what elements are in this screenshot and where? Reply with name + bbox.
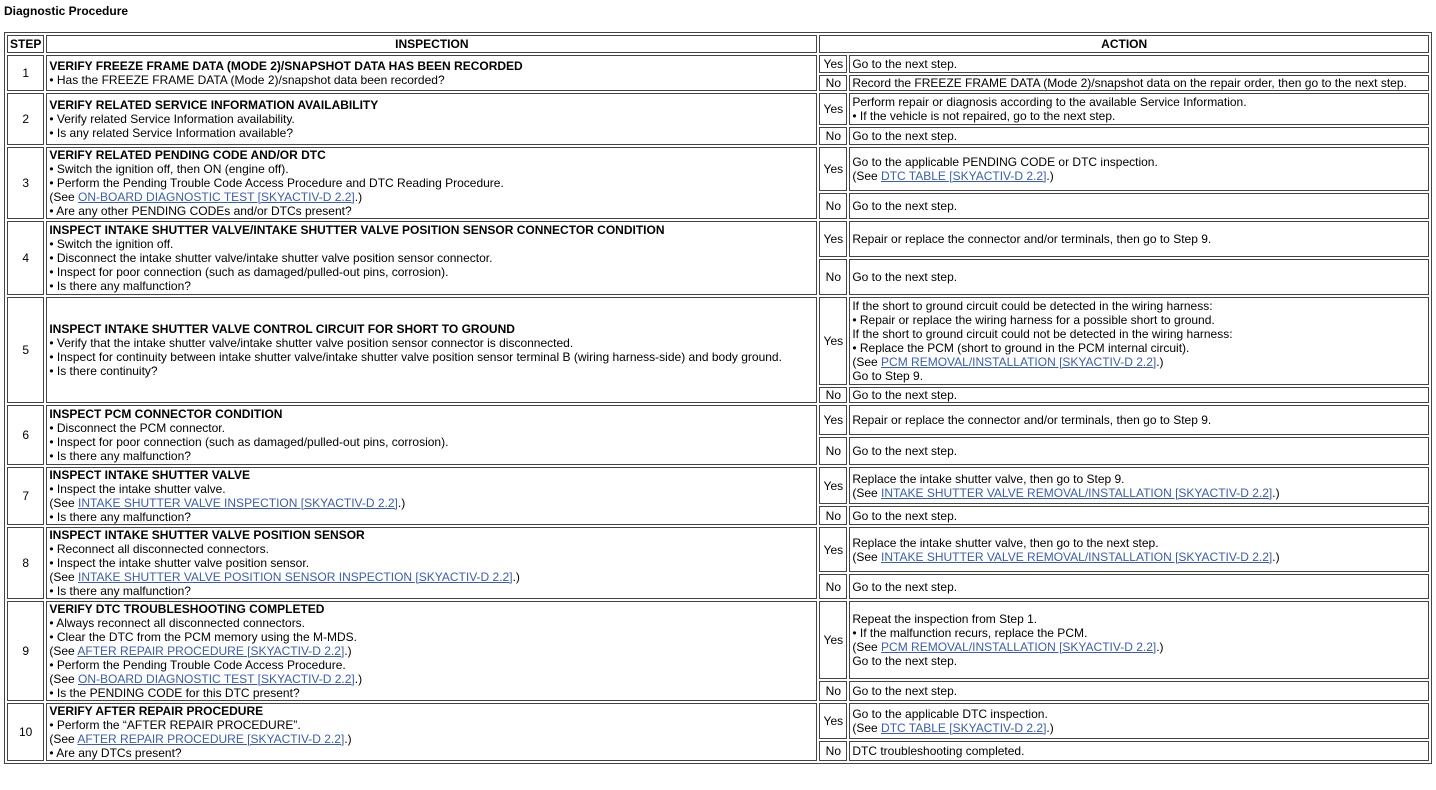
step-header: STEP (7, 35, 44, 53)
no-label: No (819, 75, 847, 91)
inspection-heading: VERIFY RELATED PENDING CODE AND/OR DTC (49, 148, 326, 162)
page-title: Diagnostic Procedure (4, 4, 129, 18)
inspection-line: • Switch the ignition off, then ON (engine off). (49, 162, 289, 176)
yes-label: Yes (819, 601, 847, 679)
step-number: 5 (7, 297, 44, 403)
yes-label: Yes (819, 297, 847, 385)
no-label: No (819, 437, 847, 465)
step-row-8-yes (7, 527, 1429, 572)
yes-label: Yes (819, 55, 847, 73)
inspection-cell (46, 147, 817, 219)
yes-label: Yes (819, 147, 847, 191)
reference-link[interactable]: AFTER REPAIR PROCEDURE [SKYACTIV-D 2.2] (77, 644, 345, 658)
action-line: Go to the applicable DTC inspection. (852, 707, 1048, 721)
inspection-line: • Has the FREEZE FRAME DATA (Mode 2)/snapshot data been recorded? (49, 73, 445, 87)
no-label: No (819, 574, 847, 599)
reference-link[interactable]: INTAKE SHUTTER VALVE REMOVAL/INSTALLATION [SKYACTIV-D 2.2] (881, 549, 1273, 564)
inspection-line: (See ON-BOARD DIAGNOSTIC TEST [SKYACTIV-D 2.2].) (49, 190, 363, 204)
action-line: Go to Step 9. (852, 369, 924, 383)
inspection-line: • Is any related Service Information available? (49, 126, 294, 140)
inspection-cell (46, 297, 817, 403)
step-number: 8 (7, 527, 44, 599)
inspection-line: • Inspect for continuity between intake shutter valve/intake shutter valve position sensor terminal B (wiring harness-side) and body ground. (49, 350, 782, 364)
action-cell (849, 75, 1429, 91)
yes-label: Yes (819, 527, 847, 572)
action-cell (849, 601, 1429, 679)
action-line: Go to the next step. (852, 388, 958, 402)
action-line: Repeat the inspection from Step 1. (852, 611, 1038, 626)
yes-label: Yes (819, 405, 847, 435)
inspection-heading: INSPECT INTAKE SHUTTER VALVE/INTAKE SHUTTER VALVE POSITION SENSOR CONNECTOR CONDITION (49, 223, 665, 237)
no-label: No (819, 259, 847, 295)
action-line: (See PCM REMOVAL/INSTALLATION [SKYACTIV-D 2.2].) (852, 355, 1164, 369)
inspection-cell (46, 405, 817, 465)
action-cell (849, 467, 1429, 504)
action-line: Go to the next step. (852, 57, 958, 71)
inspection-line: • Inspect the intake shutter valve position sensor. (49, 556, 310, 570)
action-line: Replace the intake shutter valve, then go to the next step. (852, 535, 1159, 550)
action-cell (849, 506, 1429, 525)
step-row-2-yes (7, 93, 1429, 125)
inspection-cell (46, 93, 817, 145)
inspection-cell (46, 703, 817, 761)
step-row-10-yes (7, 703, 1429, 739)
step-number: 4 (7, 221, 44, 295)
action-line: • Replace the PCM (short to ground in the PCM internal circuit). (852, 341, 1190, 355)
action-line: • If the vehicle is not repaired, go to the next step. (852, 109, 1116, 123)
no-label: No (819, 193, 847, 219)
action-line: • If the malfunction recurs, replace the PCM. (852, 625, 1088, 640)
inspection-line: (See INTAKE SHUTTER VALVE POSITION SENSOR INSPECTION [SKYACTIV-D 2.2].) (49, 570, 520, 584)
action-cell (849, 221, 1429, 257)
inspection-line: (See ON-BOARD DIAGNOSTIC TEST [SKYACTIV-D 2.2].) (49, 672, 363, 686)
action-line: Go to the next step. (852, 129, 958, 143)
inspection-cell (46, 467, 817, 525)
action-cell (849, 387, 1429, 403)
reference-link[interactable]: PCM REMOVAL/INSTALLATION [SKYACTIV-D 2.2] (881, 355, 1157, 369)
inspection-line: • Is the PENDING CODE for this DTC present? (49, 686, 300, 700)
inspection-heading: VERIFY FREEZE FRAME DATA (MODE 2)/SNAPSHOT DATA HAS BEEN RECORDED (49, 59, 523, 73)
reference-link[interactable]: PCM REMOVAL/INSTALLATION [SKYACTIV-D 2.2] (881, 639, 1157, 654)
inspection-heading: INSPECT PCM CONNECTOR CONDITION (49, 407, 283, 421)
step-row-1-yes (7, 55, 1429, 73)
action-line: Go to the applicable PENDING CODE or DTC inspection. (852, 155, 1158, 169)
action-cell (849, 703, 1429, 739)
action-cell (849, 297, 1429, 385)
reference-link[interactable]: ON-BOARD DIAGNOSTIC TEST [SKYACTIV-D 2.2] (78, 190, 355, 204)
action-header: ACTION (819, 35, 1429, 53)
step-number: 10 (7, 703, 44, 761)
inspection-line: • Inspect for poor connection (such as damaged/pulled-out pins, corrosion). (49, 435, 449, 449)
inspection-line: • Always reconnect all disconnected connectors. (49, 616, 306, 630)
step-number: 1 (7, 55, 44, 91)
header-row (7, 35, 1429, 53)
reference-link[interactable]: ON-BOARD DIAGNOSTIC TEST [SKYACTIV-D 2.2] (78, 672, 355, 686)
action-cell (849, 127, 1429, 145)
inspection-line: • Perform the “AFTER REPAIR PROCEDURE”. (49, 718, 301, 732)
action-line: (See PCM REMOVAL/INSTALLATION [SKYACTIV-D 2.2].) (852, 639, 1164, 654)
action-line: (See INTAKE SHUTTER VALVE REMOVAL/INSTALLATION [SKYACTIV-D 2.2].) (852, 485, 1280, 500)
inspection-line: • Inspect the intake shutter valve. (49, 482, 226, 496)
action-line: If the short to ground circuit could not be detected in the wiring harness: (852, 327, 1233, 341)
no-label: No (819, 127, 847, 145)
action-line: Record the FREEZE FRAME DATA (Mode 2)/snapshot data on the repair order, then go to the next step. (852, 76, 1407, 90)
inspection-line: • Is there any malfunction? (49, 584, 191, 598)
inspection-heading: VERIFY AFTER REPAIR PROCEDURE (49, 704, 264, 718)
step-row-3-yes (7, 147, 1429, 191)
inspection-cell (46, 221, 817, 295)
inspection-line: • Is there any malfunction? (49, 510, 191, 524)
inspection-heading: INSPECT INTAKE SHUTTER VALVE CONTROL CIRCUIT FOR SHORT TO GROUND (49, 322, 515, 336)
inspection-line: • Perform the Pending Trouble Code Access Procedure. (49, 658, 346, 672)
action-line: • Repair or replace the wiring harness for a possible short to ground. (852, 313, 1215, 327)
action-line: Go to the next step. (852, 653, 958, 668)
action-line: Go to the next step. (852, 579, 958, 594)
step-row-6-yes (7, 405, 1429, 435)
step-row-7-yes (7, 467, 1429, 504)
action-line: Go to the next step. (852, 444, 958, 458)
action-line: (See DTC TABLE [SKYACTIV-D 2.2].) (852, 721, 1054, 735)
step-number: 7 (7, 467, 44, 525)
inspection-line: • Perform the Pending Trouble Code Access Procedure and DTC Reading Procedure. (49, 176, 504, 190)
no-label: No (819, 506, 847, 525)
yes-label: Yes (819, 703, 847, 739)
action-cell (849, 193, 1429, 219)
inspection-line: • Disconnect the PCM connector. (49, 421, 225, 435)
yes-label: Yes (819, 221, 847, 257)
step-number: 9 (7, 601, 44, 701)
reference-link[interactable]: AFTER REPAIR PROCEDURE [SKYACTIV-D 2.2] (77, 732, 345, 746)
inspection-line: • Switch the ignition off. (49, 237, 174, 251)
no-label: No (819, 741, 847, 761)
inspection-line: (See INTAKE SHUTTER VALVE INSPECTION [SKYACTIV-D 2.2].) (49, 496, 406, 510)
action-line: (See DTC TABLE [SKYACTIV-D 2.2].) (852, 169, 1054, 183)
action-cell (849, 437, 1429, 465)
no-label: No (819, 387, 847, 403)
action-cell (849, 93, 1429, 125)
inspection-cell (46, 601, 817, 701)
reference-link[interactable]: INTAKE SHUTTER VALVE INSPECTION [SKYACTIV-D 2.2] (78, 496, 398, 510)
step-row-4-yes (7, 221, 1429, 257)
inspection-line: (See AFTER REPAIR PROCEDURE [SKYACTIV-D 2.2].) (49, 732, 352, 746)
inspection-line: • Is there any malfunction? (49, 449, 191, 463)
reference-link[interactable]: DTC TABLE [SKYACTIV-D 2.2] (881, 721, 1047, 735)
inspection-line: (See AFTER REPAIR PROCEDURE [SKYACTIV-D 2.2].) (49, 644, 352, 658)
inspection-heading: INSPECT INTAKE SHUTTER VALVE (49, 468, 251, 482)
step-number: 2 (7, 93, 44, 145)
action-cell (849, 741, 1429, 761)
action-line: Go to the next step. (852, 683, 958, 698)
inspection-cell (46, 527, 817, 599)
inspection-line: • Is there continuity? (49, 364, 158, 378)
reference-link[interactable]: INTAKE SHUTTER VALVE POSITION SENSOR INSPECTION [SKYACTIV-D 2.2] (78, 570, 513, 584)
inspection-heading: VERIFY RELATED SERVICE INFORMATION AVAILABILITY (49, 98, 379, 112)
action-cell (849, 574, 1429, 599)
inspection-line: • Verify that the intake shutter valve/intake shutter valve position sensor connector is disconnected. (49, 336, 574, 350)
reference-link[interactable]: INTAKE SHUTTER VALVE REMOVAL/INSTALLATION [SKYACTIV-D 2.2] (881, 485, 1273, 500)
action-line: Replace the intake shutter valve, then go to Step 9. (852, 471, 1125, 486)
inspection-line: • Is there any malfunction? (49, 279, 191, 293)
inspection-line: • Are any DTCs present? (49, 746, 182, 760)
action-cell (849, 405, 1429, 435)
inspection-line: • Are any other PENDING CODEs and/or DTCs present? (49, 204, 352, 218)
inspection-line: • Clear the DTC from the PCM memory using the M-MDS. (49, 630, 357, 644)
action-line: Go to the next step. (852, 270, 958, 284)
step-row-9-yes (7, 601, 1429, 679)
action-line: Perform repair or diagnosis according to the available Service Information. (852, 95, 1247, 109)
reference-link[interactable]: DTC TABLE [SKYACTIV-D 2.2] (881, 169, 1047, 183)
action-line: If the short to ground circuit could be detected in the wiring harness: (852, 299, 1213, 313)
inspection-line: • Disconnect the intake shutter valve/intake shutter valve position sensor connector. (49, 251, 493, 265)
action-cell (849, 259, 1429, 295)
step-number: 3 (7, 147, 44, 219)
no-label: No (819, 681, 847, 701)
inspection-header: INSPECTION (46, 35, 817, 53)
yes-label: Yes (819, 467, 847, 504)
inspection-line: • Inspect for poor connection (such as damaged/pulled-out pins, corrosion). (49, 265, 449, 279)
inspection-heading: INSPECT INTAKE SHUTTER VALVE POSITION SENSOR (49, 528, 365, 542)
action-line: Go to the next step. (852, 199, 958, 213)
action-line: (See INTAKE SHUTTER VALVE REMOVAL/INSTALLATION [SKYACTIV-D 2.2].) (852, 549, 1280, 564)
inspection-heading: VERIFY DTC TROUBLESHOOTING COMPLETED (49, 602, 325, 616)
action-cell (849, 147, 1429, 191)
diagnostic-procedure-table (4, 32, 1432, 764)
action-cell (849, 527, 1429, 572)
action-line: Go to the next step. (852, 508, 958, 523)
step-number: 6 (7, 405, 44, 465)
yes-label: Yes (819, 93, 847, 125)
action-cell (849, 55, 1429, 73)
inspection-line: • Reconnect all disconnected connectors. (49, 542, 270, 556)
action-line: Repair or replace the connector and/or terminals, then go to Step 9. (852, 413, 1212, 427)
action-cell (849, 681, 1429, 701)
step-row-5-yes (7, 297, 1429, 385)
action-line: DTC troubleshooting completed. (852, 744, 1025, 758)
inspection-line: • Verify related Service Information availability. (49, 112, 295, 126)
inspection-cell (46, 55, 817, 91)
action-line: Repair or replace the connector and/or terminals, then go to Step 9. (852, 232, 1212, 246)
